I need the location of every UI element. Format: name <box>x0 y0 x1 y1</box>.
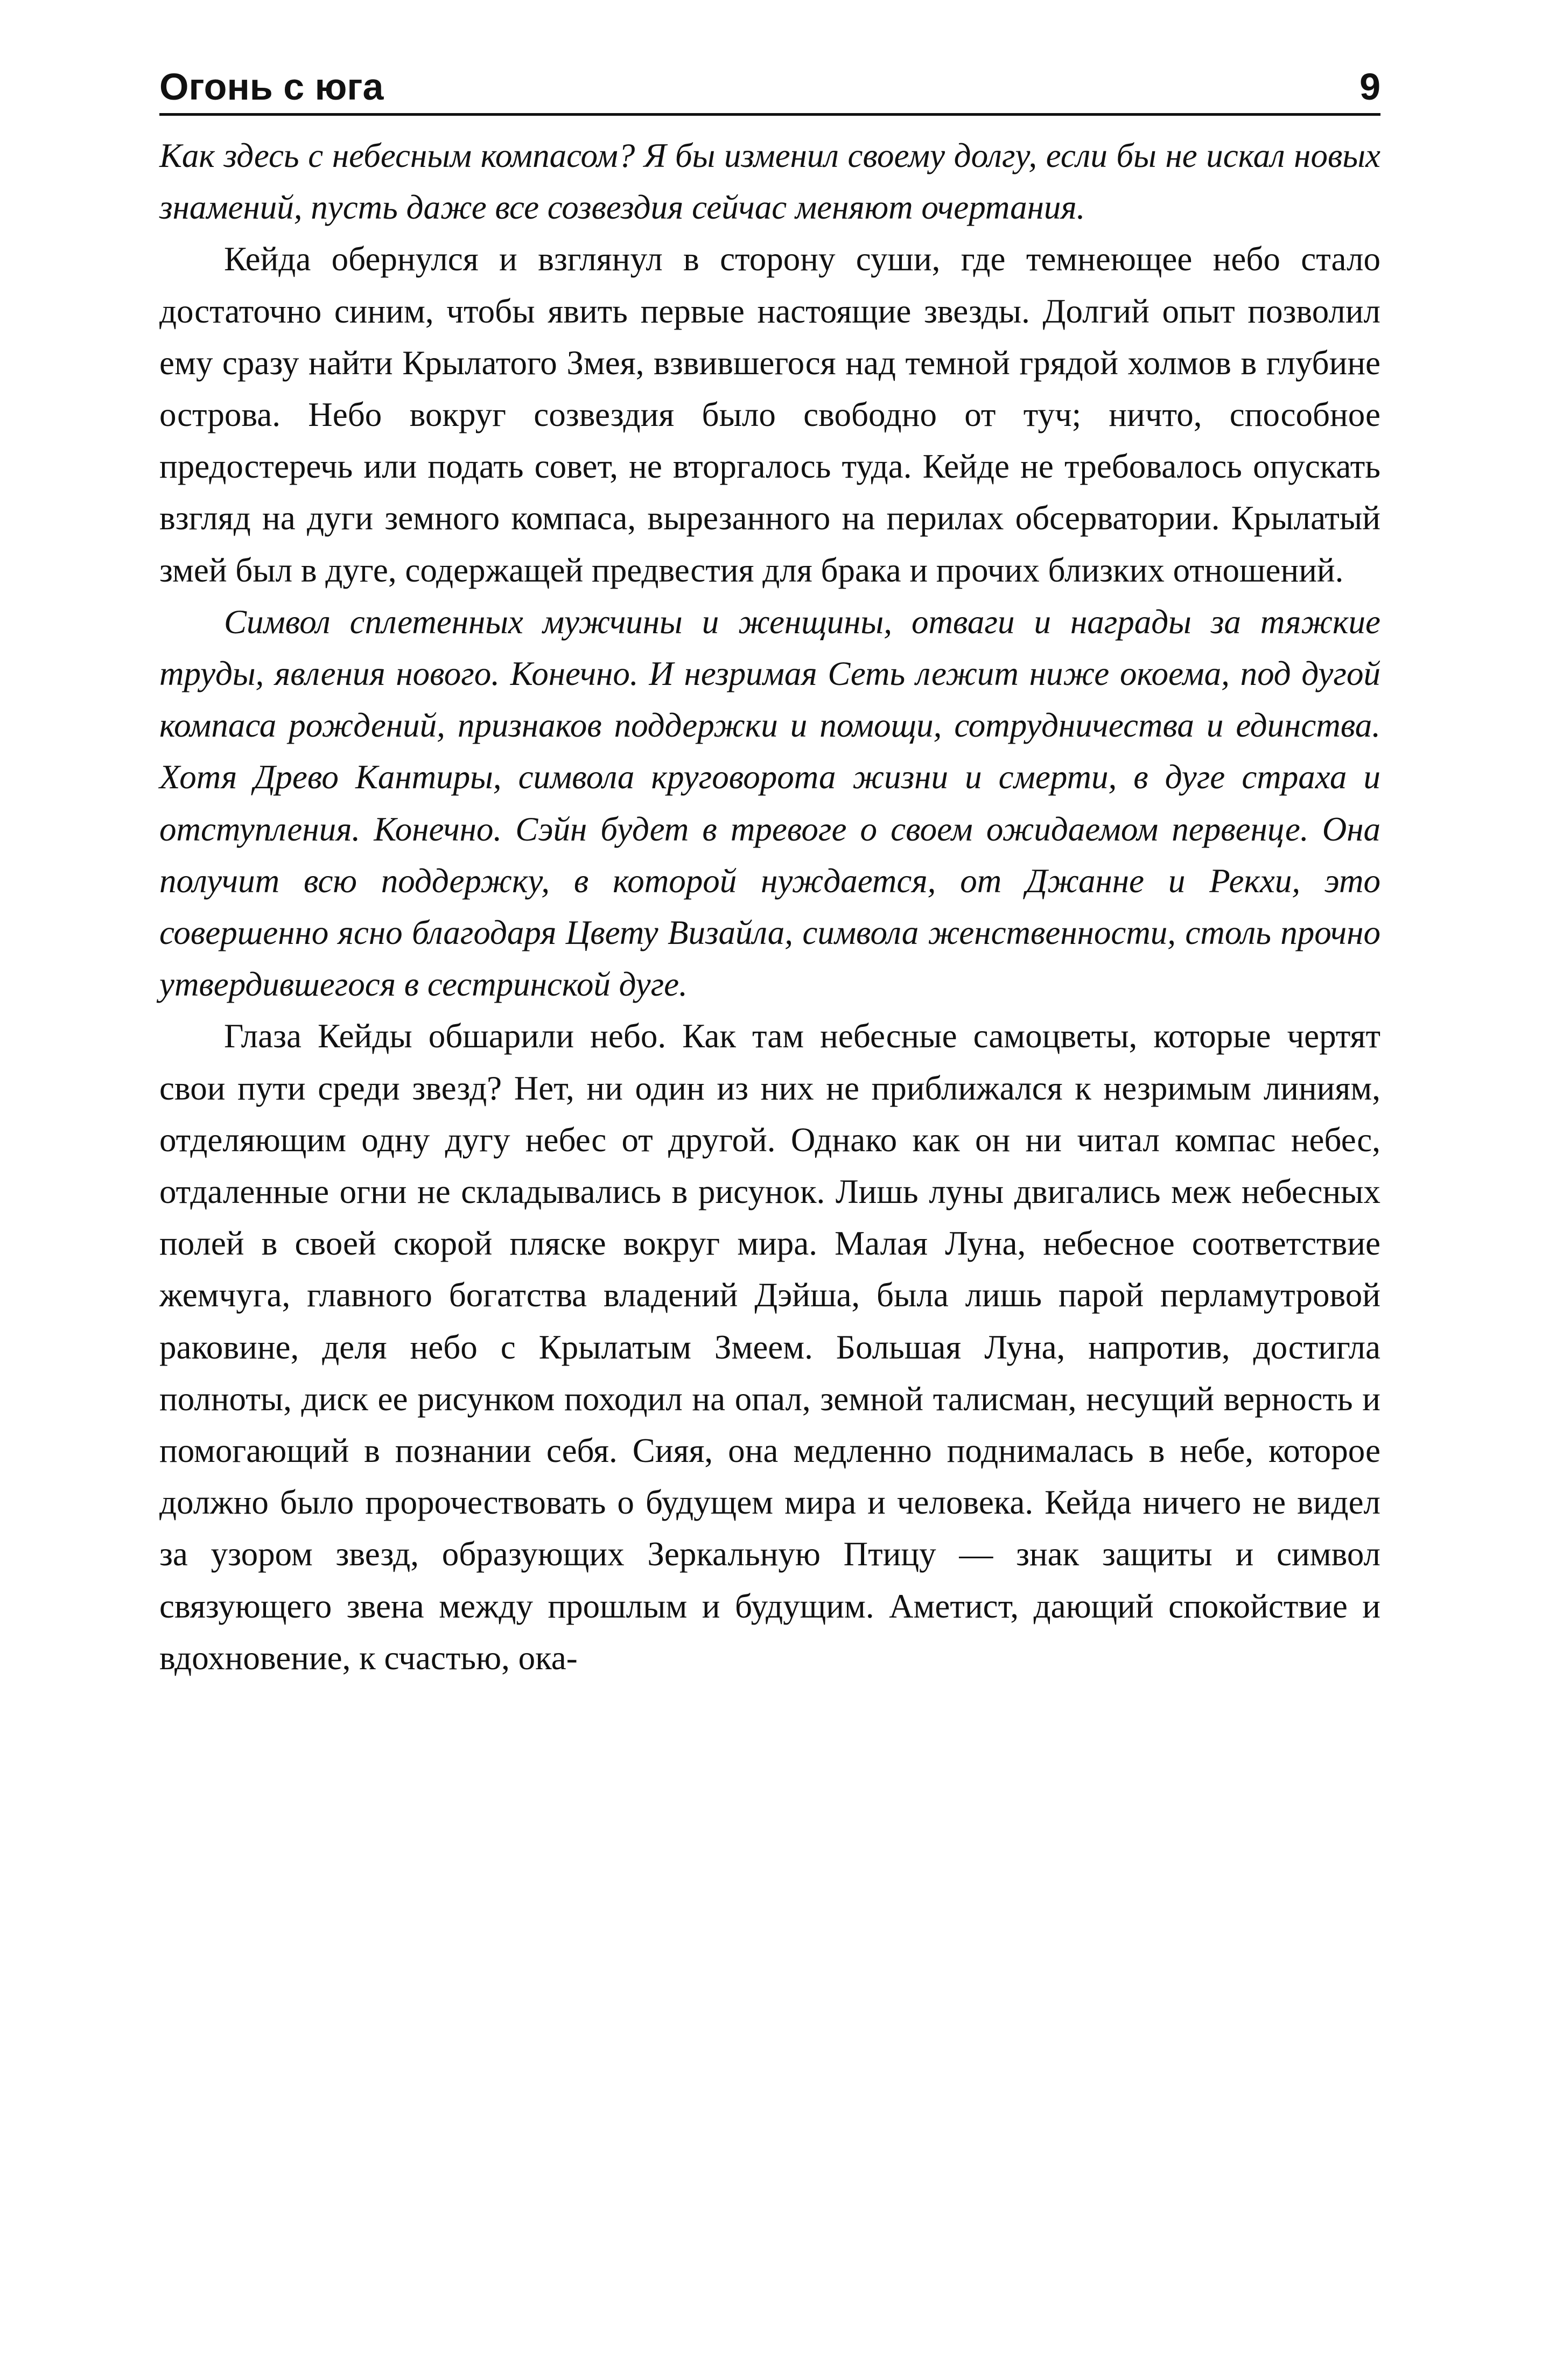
paragraph: Кейда обернулся и взглянул в сторону суши, где темнеющее небо стало достаточно синим, чтобы явить первые настоящие звезды. Долгий опыт позволил ему сразу найти Крылатого Змея, взвившегося над темной грядой холмов в глубине острова. Небо вокруг созвездия было свободно от туч; ничто, способное предостеречь или подать совет, не вторгалось туда. Кейде не требовалось опускать взгляд на дуги земного компаса, вырезанного на перилах обсерватории. Крылатый змей был в дуге, содержащей предвестия для брака и прочих близких отношений. <box>159 240 1380 589</box>
header-rule <box>159 113 1380 116</box>
book-page <box>159 54 1380 1684</box>
running-head <box>159 54 1380 106</box>
body-text <box>159 130 1380 1684</box>
paragraph: Глаза Кейды обшарили небо. Как там небесные самоцветы, которые чертят свои пути среди звезд? Нет, ни один из них не приближался к незримым линиям, отделяющим одну дугу небес от другой. Однако как он ни читал компас небес, отдаленные огни не складывались в рисунок. Лишь луны двигались меж небесных полей в своей скорой пляске вокруг мира. Малая Луна, небесное соответствие жемчуга, главного богатства владений Дэйша, была лишь парой перламутровой раковине, деля небо с Крылатым Змеем. Большая Луна, напротив, достигла полноты, диск ее рисунком походил на опал, земной талисман, несущий верность и помогающий в познании себя. Сияя, она медленно поднималась в небе, которое должно было пророчествовать о будущем мира и человека. Кейда ничего не видел за узором звезд, образующих Зеркальную Птицу — знак защиты и символ связующего звена между прошлым и будущим. Аметист, дающий спокойствие и вдохновение, к счастью, ока- <box>159 1017 1380 1677</box>
page-number: 9 <box>1359 66 1380 108</box>
paragraph: Символ сплетенных мужчины и женщины, отваги и награды за тяжкие труды, явления нового. Конечно. И незримая Сеть лежит ниже окоема, под дугой компаса рождений, признаков поддержки и помощи, сотрудничества и единства. Хотя Древо Кантиры, символа круговорота жизни и смерти, в дуге страха и отступления. Конечно. Сэйн будет в тревоге о своем ожидаемом первенце. Она получит всю поддержку, в которой нуждается, от Джанне и Рекхи, это совершенно ясно благодаря Цвету Визайла, символа женственности, столь прочно утвердившегося в сестринской дуге. <box>159 603 1380 1004</box>
chapter-title: Огонь с юга <box>159 66 384 108</box>
paragraph: Как здесь с небесным компасом? Я бы изменил своему долгу, если бы не искал новых знамений, пусть даже все созвездия сейчас меняют очертания. <box>159 137 1380 227</box>
